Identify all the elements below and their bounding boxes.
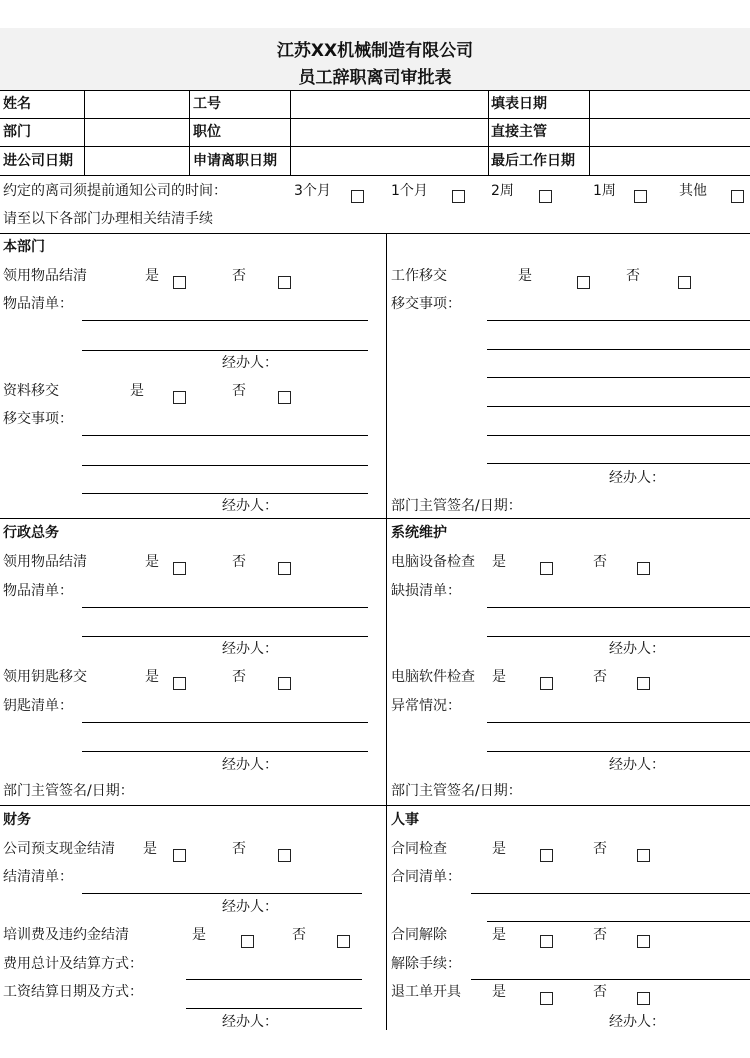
no-label: 否 [593, 927, 607, 943]
handler-label: 经办人： [609, 641, 665, 657]
handler-label: 经办人： [609, 757, 665, 773]
notice-other: 其他 [679, 183, 707, 199]
hr-contract-no-checkbox[interactable] [637, 849, 650, 862]
no-label: 否 [593, 984, 607, 1000]
it-missing-list-label: 缺损清单： [391, 583, 461, 599]
yes-label: 是 [492, 984, 506, 1000]
name-label: 姓名 [3, 96, 31, 112]
fill-line[interactable] [487, 349, 750, 350]
supervisor-label: 直接主管 [491, 124, 547, 140]
no-label: 否 [626, 268, 640, 284]
no-label: 否 [232, 268, 246, 284]
finance-settle-list-label: 结清清单： [3, 869, 73, 885]
own-doc-yes-checkbox[interactable] [173, 391, 186, 404]
hr-contract-check: 合同检查 [391, 841, 447, 857]
hr-end-procedure-label: 解除手续： [391, 956, 461, 972]
grid-line [0, 233, 750, 234]
grid-line [589, 90, 590, 175]
fill-line[interactable] [487, 463, 750, 464]
yes-label: 是 [492, 669, 506, 685]
notice-1-month: 1个月 [391, 183, 428, 199]
emp-no-label: 工号 [193, 96, 221, 112]
handler-label: 经办人： [222, 498, 278, 514]
company-name: 江苏XX机械制造有限公司 [276, 41, 474, 61]
no-label: 否 [232, 841, 246, 857]
no-label: 否 [593, 554, 607, 570]
finance-advance-no-checkbox[interactable] [278, 849, 291, 862]
grid-line [189, 90, 190, 175]
no-label: 否 [593, 669, 607, 685]
yes-label: 是 [518, 268, 532, 284]
it-hw-yes-checkbox[interactable] [540, 562, 553, 575]
join-date-label: 进公司日期 [3, 153, 73, 169]
admin-title: 行政总务 [3, 525, 59, 541]
handler-label: 经办人： [222, 641, 278, 657]
yes-label: 是 [145, 554, 159, 570]
handler-label: 经办人： [222, 1014, 278, 1030]
own-doc-no-checkbox[interactable] [278, 391, 291, 404]
yes-label: 是 [192, 927, 206, 943]
own-dept-title: 本部门 [3, 239, 45, 255]
yes-label: 是 [492, 841, 506, 857]
hr-resign-no-checkbox[interactable] [637, 992, 650, 1005]
fill-line[interactable] [82, 893, 362, 894]
it-title: 系统维护 [391, 525, 447, 541]
hr-end-no-checkbox[interactable] [637, 935, 650, 948]
no-label: 否 [232, 669, 246, 685]
finance-salary-label: 工资结算日期及方式： [3, 984, 143, 1000]
fill-line[interactable] [82, 320, 368, 321]
notice-label: 约定的离司须提前通知公司的时间： [3, 183, 227, 199]
dept-sign-label: 部门主管签名/日期： [3, 783, 134, 799]
fill-line[interactable] [82, 350, 368, 351]
own-transfer-items-label: 移交事项： [3, 411, 73, 427]
finance-training: 培训费及违约金结清 [3, 927, 129, 943]
own-work-transfer: 工作移交 [391, 268, 447, 284]
own-doc-transfer: 资料移交 [3, 383, 59, 399]
yes-label: 是 [143, 841, 157, 857]
hr-title: 人事 [391, 812, 419, 828]
no-label: 否 [292, 927, 306, 943]
instruction: 请至以下各部门办理相关结清手续 [3, 211, 213, 227]
apply-date-label: 申请离职日期 [193, 153, 277, 169]
yes-label: 是 [492, 927, 506, 943]
grid-line [0, 90, 750, 91]
handler-label: 经办人： [609, 1014, 665, 1030]
yes-label: 是 [492, 554, 506, 570]
fill-line[interactable] [186, 1008, 362, 1009]
fill-line[interactable] [487, 377, 750, 378]
own-items-list-label: 物品清单： [3, 296, 73, 312]
it-sw-yes-checkbox[interactable] [540, 677, 553, 690]
checkbox-2-weeks[interactable] [539, 190, 552, 203]
yes-label: 是 [145, 268, 159, 284]
admin-keys-list-label: 钥匙清单： [3, 698, 73, 714]
own-items-yes-checkbox[interactable] [173, 276, 186, 289]
admin-items-yes-checkbox[interactable] [173, 562, 186, 575]
finance-advance: 公司预支现金结清 [3, 841, 115, 857]
no-label: 否 [593, 841, 607, 857]
work-transfer-no-checkbox[interactable] [678, 276, 691, 289]
hr-end-yes-checkbox[interactable] [540, 935, 553, 948]
fill-line[interactable] [487, 722, 750, 723]
it-sw-check: 电脑软件检查 [391, 669, 475, 685]
last-day-label: 最后工作日期 [491, 153, 575, 169]
hr-contract-list-label: 合同清单： [391, 869, 461, 885]
finance-training-yes-checkbox[interactable] [241, 935, 254, 948]
fill-line[interactable] [82, 722, 368, 723]
work-transfer-items-label: 移交事项： [391, 296, 461, 312]
admin-items-clear: 领用物品结清 [3, 554, 87, 570]
checkbox-1-month[interactable] [452, 190, 465, 203]
checkbox-other[interactable] [731, 190, 744, 203]
admin-keys: 领用钥匙移交 [3, 669, 87, 685]
fill-line[interactable] [82, 607, 368, 608]
it-abnormal-label: 异常情况： [391, 698, 461, 714]
admin-keys-yes-checkbox[interactable] [173, 677, 186, 690]
fill-line[interactable] [82, 751, 368, 752]
hr-contract-yes-checkbox[interactable] [540, 849, 553, 862]
fill-line[interactable] [487, 607, 750, 608]
fill-line[interactable] [487, 435, 750, 436]
grid-line [386, 233, 387, 1030]
finance-total-method-label: 费用总计及结算方式： [3, 956, 143, 972]
fill-line[interactable] [82, 493, 368, 494]
yes-label: 是 [145, 669, 159, 685]
handler-label: 经办人： [609, 470, 665, 486]
admin-items-no-checkbox[interactable] [278, 562, 291, 575]
grid-line [0, 118, 750, 119]
fill-line[interactable] [487, 320, 750, 321]
finance-advance-yes-checkbox[interactable] [173, 849, 186, 862]
admin-keys-no-checkbox[interactable] [278, 677, 291, 690]
grid-line [0, 518, 750, 519]
fill-line[interactable] [82, 435, 368, 436]
own-items-no-checkbox[interactable] [278, 276, 291, 289]
dept-sign-label: 部门主管签名/日期： [391, 783, 522, 799]
fill-line[interactable] [186, 979, 362, 980]
finance-title: 财务 [3, 812, 31, 828]
fill-line[interactable] [487, 751, 750, 752]
hr-resign-yes-checkbox[interactable] [540, 992, 553, 1005]
notice-1-week: 1周 [593, 183, 616, 199]
grid-line [290, 90, 291, 175]
grid-line [0, 805, 750, 806]
hr-resign-form: 退工单开具 [391, 984, 461, 1000]
grid-line [84, 90, 85, 175]
admin-items-list-label: 物品清单： [3, 583, 73, 599]
fill-line[interactable] [471, 979, 750, 980]
fill-line[interactable] [82, 465, 368, 466]
grid-line [0, 175, 750, 176]
handler-label: 经办人： [222, 757, 278, 773]
it-hw-check: 电脑设备检查 [391, 554, 475, 570]
dept-label: 部门 [3, 124, 31, 140]
handler-label: 经办人： [222, 355, 278, 371]
fill-line[interactable] [82, 636, 368, 637]
it-hw-no-checkbox[interactable] [637, 562, 650, 575]
it-sw-no-checkbox[interactable] [637, 677, 650, 690]
hr-contract-end: 合同解除 [391, 927, 447, 943]
grid-line [0, 146, 750, 147]
fill-date-label: 填表日期 [491, 96, 547, 112]
notice-3-months: 3个月 [294, 183, 331, 199]
finance-training-no-checkbox[interactable] [337, 935, 350, 948]
checkbox-1-week[interactable] [634, 190, 647, 203]
form-title: 员工辞职离司审批表 [298, 68, 452, 88]
notice-2-weeks: 2周 [491, 183, 514, 199]
handler-label: 经办人： [222, 899, 278, 915]
fill-line[interactable] [487, 636, 750, 637]
no-label: 否 [232, 383, 246, 399]
position-label: 职位 [193, 124, 221, 140]
no-label: 否 [232, 554, 246, 570]
fill-line[interactable] [487, 921, 750, 922]
dept-sign-label: 部门主管签名/日期： [391, 498, 522, 514]
checkbox-3-months[interactable] [351, 190, 364, 203]
yes-label: 是 [130, 383, 144, 399]
fill-line[interactable] [487, 406, 750, 407]
work-transfer-yes-checkbox[interactable] [577, 276, 590, 289]
own-items-clear: 领用物品结清 [3, 268, 87, 284]
grid-line [488, 90, 489, 175]
fill-line[interactable] [471, 893, 750, 894]
